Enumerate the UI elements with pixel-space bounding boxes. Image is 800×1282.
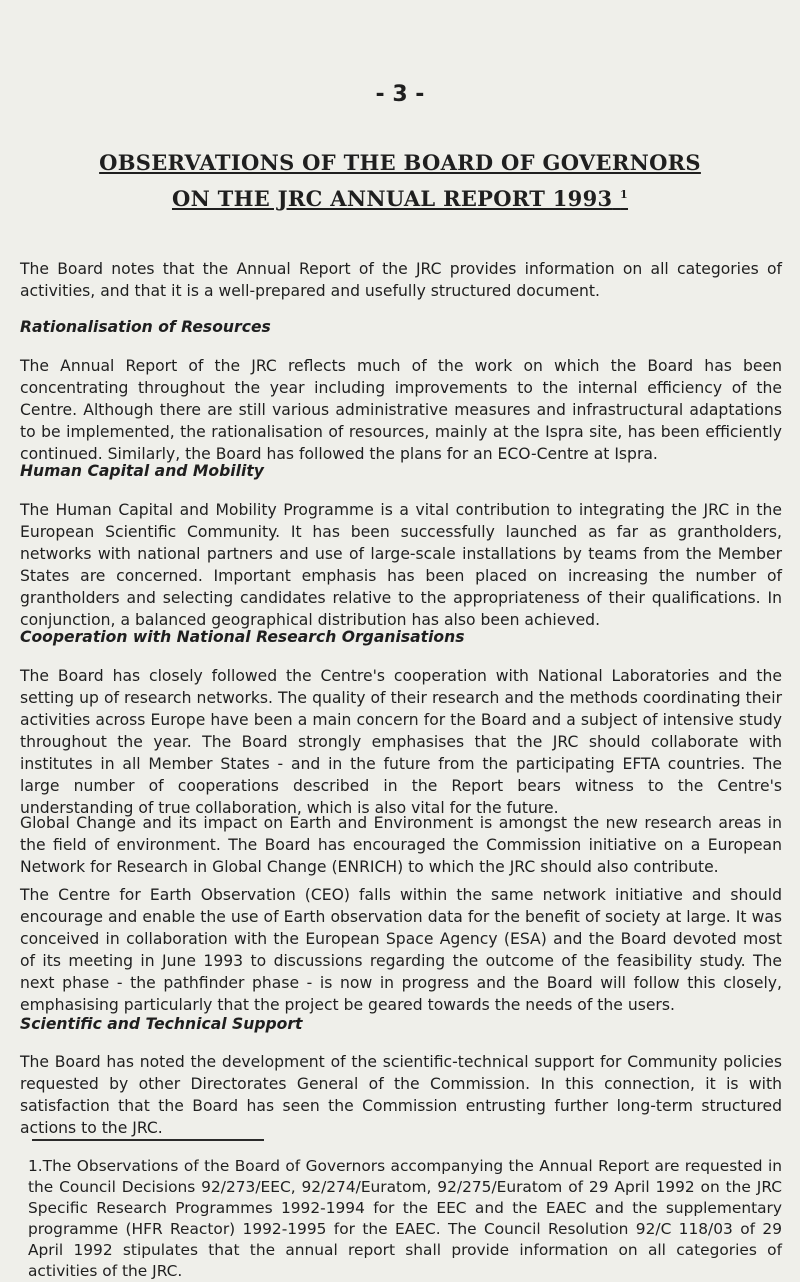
- intro-paragraph: The Board notes that the Annual Report of the JRC provides information on all categories of activities, and that it is a well-prepared and usefully structured document.: [20, 260, 782, 300]
- heading-cooperation: Cooperation with National Research Organisations: [20, 628, 465, 646]
- heading-scientific-support: Scientific and Technical Support: [20, 1015, 303, 1033]
- paragraph-human-capital: The Human Capital and Mobility Programme is a vital contribution to integrating the JRC in the European Scientific Community. It has been successfully launched as far as grantholders, networks with national partners and use of large-scale installations by teams from the Member States are concerned. Important emphasis has been placed on increasing the number of grantholders and selecting candidates relative to the appropriateness of their qualifications. In conjunction, a balanced geographical distribution has also been achieved.: [20, 501, 782, 629]
- paragraph-cooperation-1: The Board has closely followed the Centre's cooperation with National Laboratories and the setting up of research networks. The quality of their research and the methods coordinating their activities across Europe have been a main concern for the Board and a subject of intensive study throughout the year. The Board strongly emphasises that the JRC should collaborate with institutes in all Member States - and in the future from the participating EFTA countries. The large number of cooperations described in the Report bears witness to the Centre's understanding of true collaboration, which is also vital for the future.: [20, 667, 782, 817]
- paragraph-cooperation-2: Global Change and its impact on Earth and Environment is amongst the new research areas in the field of environment. The Board has encouraged the Commission initiative on a European Network for Research in Global Change (ENRICH) to which the JRC should also contribute.: [20, 814, 782, 876]
- heading-human-capital: Human Capital and Mobility: [20, 462, 264, 480]
- heading-rationalisation: Rationalisation of Resources: [20, 318, 271, 336]
- paragraph-scientific-support: The Board has noted the development of the scientific-technical support for Community policies requested by other Directorates General of the Commission. In this connection, it is with satisfaction that the Board has seen the Commission entrusting further long-term structured actions to the JRC.: [20, 1053, 782, 1137]
- title-line-2: [40, 186, 760, 211]
- footnote-divider: [32, 1139, 264, 1141]
- paragraph-cooperation-3: The Centre for Earth Observation (CEO) falls within the same network initiative and should encourage and enable the use of Earth observation data for the benefit of society at large. It was conceived in collaboration with the European Space Agency (ESA) and the Board devoted most of its meeting in June 1993 to discussions regarding the outcome of the feasibility study. The next phase - the pathfinder phase - is now in progress and the Board will follow this closely, emphasising particularly that the project be geared towards the needs of the users.: [20, 886, 782, 1014]
- title-line-1: OBSERVATIONS OF THE BOARD OF GOVERNORS: [99, 150, 701, 175]
- paragraph-rationalisation: The Annual Report of the JRC reflects much of the work on which the Board has been concentrating throughout the year including improvements to the internal efficiency of the Centre. Although there are still various administrative measures and infrastructural adaptations to be implemented, the rationalisation of resources, mainly at the Ispra site, has been efficiently continued. Similarly, the Board has followed the plans for an ECO-Centre at Ispra.: [20, 357, 782, 463]
- footnote: 1.The Observations of the Board of Governors accompanying the Annual Report are requested in the Council Decisions 92/273/EEC, 92/274/Euratom, 92/275/Euratom of 29 April 1992 on the JRC Specific Research Programmes 1992-1994 for the EEC and the EAEC and the supplementary programme (HFR Reactor) 1992-1995 for the EAEC. The Council Resolution 92/C 118/03 of 29 April 1992 stipulates that the annual report shall provide information on all categories of activities of the JRC.: [28, 1157, 782, 1280]
- title-line-2-text: ON THE JRC ANNUAL REPORT 1993: [171, 186, 613, 211]
- page-number: - 3 -: [375, 82, 425, 107]
- footnote-marker: 1: [620, 188, 629, 201]
